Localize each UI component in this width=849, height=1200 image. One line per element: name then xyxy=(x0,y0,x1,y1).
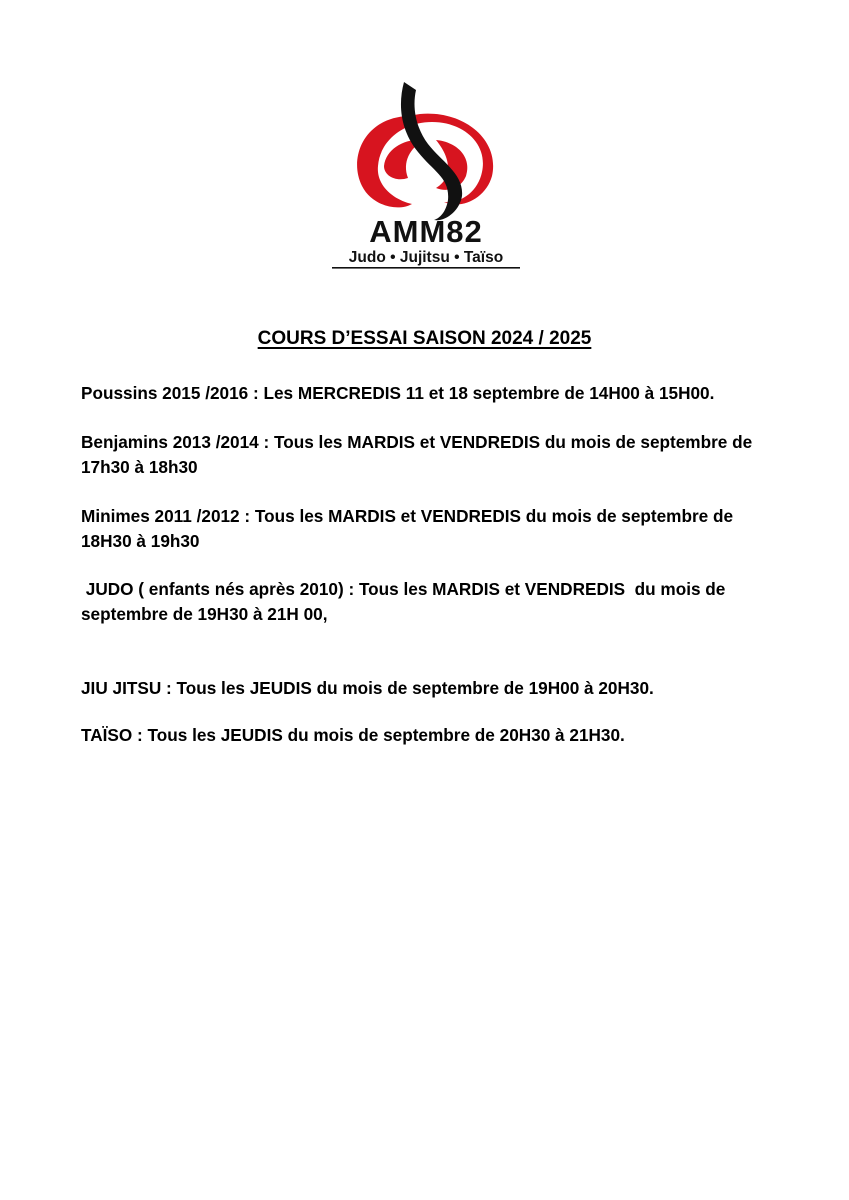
club-logo xyxy=(324,78,528,270)
session-minimes-line-2: 18H30 à 19h30 xyxy=(81,531,200,551)
page-title: COURS D’ESSAI SAISON 2024 / 2025 xyxy=(257,328,592,349)
session-judo-line-2: septembre de 19H30 à 21H 00, xyxy=(81,604,328,624)
club-logo-graphic xyxy=(324,78,528,270)
session-jiujitsu-line-1: JIU JITSU : Tous les JEUDIS du mois de septembre de 19H00 à 20H30. xyxy=(81,678,654,698)
session-poussins-line-1: Poussins 2015 /2016 : Les MERCREDIS 11 et 18 septembre de 14H00 à 15H00. xyxy=(81,383,715,403)
logo-tagline: Judo • Jujitsu • Taïso xyxy=(348,249,504,266)
session-taiso-line-1: TAÏSO : Tous les JEUDIS du mois de septembre de 20H30 à 21H30. xyxy=(81,725,625,745)
logo-name: AMM82 xyxy=(369,214,483,249)
session-minimes-line-1: Minimes 2011 /2012 : Tous les MARDIS et VENDREDIS du mois de septembre de xyxy=(81,506,734,526)
session-judo-line-1: JUDO ( enfants nés après 2010) : Tous les MARDIS et VENDREDIS du mois de xyxy=(81,579,726,599)
session-benjamins-line-1: Benjamins 2013 /2014 : Tous les MARDIS et VENDREDIS du mois de septembre de xyxy=(81,432,753,452)
session-benjamins-line-2: 17h30 à 18h30 xyxy=(81,457,198,477)
